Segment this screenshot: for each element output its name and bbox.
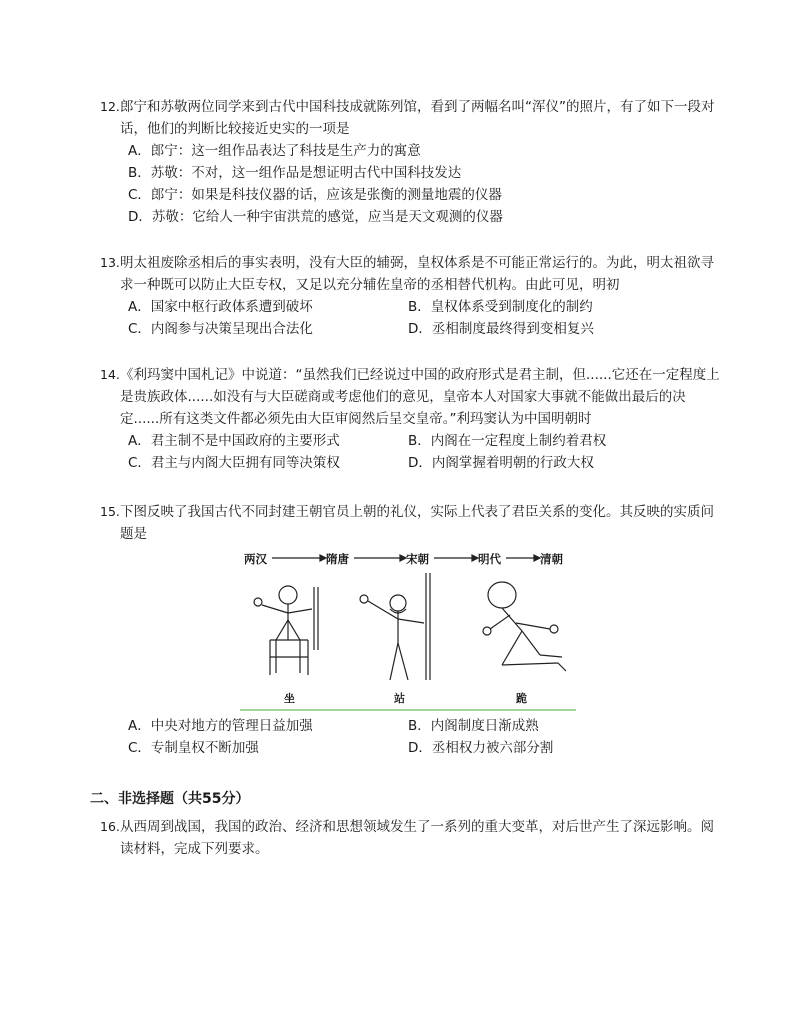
question-12-stem [100,96,720,140]
question-14-options [128,430,720,474]
question-12-options [128,140,720,228]
option-c[interactable]: C．君主与内阁大臣拥有同等决策权 [128,455,340,471]
question-13-stem [100,252,720,296]
question-text: 从西周到战国，我国的政治、经济和思想领域发生了一系列的重大变革，对后世产生了深远影响。阅读材料，完成下列要求。 [120,819,714,857]
option-b[interactable]: B．苏敬：不对，这一组作品是想证明古代中国科技发达 [128,165,462,181]
question-13-options [128,296,720,340]
option-d[interactable]: D．丞相制度最终得到变相复兴 [408,321,594,337]
question-14 [100,364,720,474]
option-d[interactable]: D．内阁掌握着明朝的行政大权 [408,455,594,471]
question-number: 16. [100,819,120,834]
question-14-stem [100,364,720,430]
timeline-arrowhead [472,555,478,561]
question-16 [100,816,720,860]
question-number: 12. [100,99,120,114]
timeline-arrowhead [400,555,406,561]
era-label: 明代 [478,552,501,566]
era-label: 两汉 [244,552,267,566]
option-a[interactable]: A．郎宁：这一组作品表达了科技是生产力的寓意 [128,143,421,159]
era-label: 隋唐 [326,552,349,566]
question-15-options-block [100,715,720,759]
option-c[interactable]: C．内阁参与决策呈现出合法化 [128,321,313,337]
section-heading: 二、非选择题（共55分） [90,791,250,807]
option-d[interactable]: D．苏敬：它给人一种宇宙洪荒的感觉，应当是天文观测的仪器 [128,209,503,225]
question-text: 下图反映了我国古代不同封建王朝官员上朝的礼仪，实际上代表了君臣关系的变化。其反映的实质问题是 [120,504,714,542]
question-text: 《利玛窦中国札记》中说道：“虽然我们已经说过中国的政府形式是君主制，但......它还在一定程度上是贵族政体......如没有与大臣磋商或考虑他们的意见，皇帝本人对国家大事就不能做出最后的决定......所有这类文件都必须先由大臣审阅然后呈交皇帝。”利玛窦认为中国明朝时 [120,367,720,427]
option-a[interactable]: A．国家中枢行政体系遭到破坏 [128,299,313,315]
court-etiquette-figure [240,545,576,715]
timeline-arrowhead [320,555,326,561]
option-a[interactable]: A．君主制不是中国政府的主要形式 [128,433,340,449]
timeline-arrowhead [534,555,540,561]
option-b[interactable]: B．皇权体系受到制度化的制约 [408,299,593,315]
question-15-stem [100,501,720,545]
seated-official-figure [254,586,318,675]
question-number: 15. [100,504,120,519]
option-b[interactable]: B．内阁在一定程度上制约着君权 [408,433,607,449]
posture-label: 站 [394,692,405,705]
option-b[interactable]: B．内阁制度日渐成熟 [408,718,539,734]
question-number: 14. [100,367,120,382]
era-label: 宋朝 [406,552,429,566]
question-15 [100,501,720,545]
option-d[interactable]: D．丞相权力被六部分割 [408,740,554,756]
standing-official-figure [360,573,430,680]
kneeling-official-figure [483,582,566,671]
option-a[interactable]: A．中央对地方的管理日益加强 [128,718,313,734]
question-16-stem [100,816,720,860]
option-c[interactable]: C．郎宁：如果是科技仪器的话，应该是张衡的测量地震的仪器 [128,187,502,203]
posture-label: 跪 [516,692,527,705]
question-12 [100,96,720,228]
question-text: 郎宁和苏敬两位同学来到古代中国科技成就陈列馆，看到了两幅名叫“浑仪”的照片，有了如下一段对话，他们的判断比较接近史实的一项是 [120,99,715,137]
question-text: 明太祖废除丞相后的事实表明，没有大臣的辅弼，皇权体系是不可能正常运行的。为此，明太祖欲寻求一种既可以防止大臣专权，又足以充分辅佐皇帝的丞相替代机构。由此可见，明初 [120,255,714,293]
era-label: 清朝 [540,552,563,566]
question-15-options [128,715,720,759]
posture-label: 坐 [284,692,295,705]
option-c[interactable]: C．专制皇权不断加强 [128,740,259,756]
question-13 [100,252,720,340]
question-number: 13. [100,255,120,270]
